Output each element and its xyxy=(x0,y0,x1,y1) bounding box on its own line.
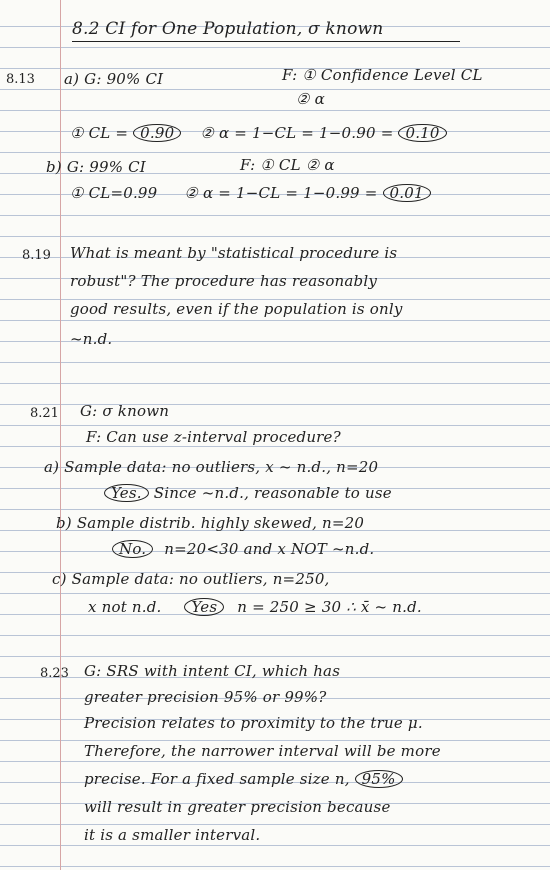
p821-c-line-1: c) Sample data: no outliers, n=250, xyxy=(52,570,330,588)
margin-line xyxy=(60,0,61,870)
p821-c-data: x not n.d. xyxy=(88,598,162,616)
p821-c-reason: n = 250 ≥ 30 ∴ x̄ ~ n.d. xyxy=(237,598,422,616)
problem-number-8-13: 8.13 xyxy=(6,72,35,87)
p821-a-line-2 xyxy=(104,484,392,502)
p813-b-given: b) G: 99% CI xyxy=(46,158,146,176)
p813-a-alpha-answer: 0.10 xyxy=(398,124,446,142)
p813-b-find: F: ① CL ② α xyxy=(240,156,335,174)
p819-line-1: What is meant by "statistical procedure is xyxy=(70,244,398,262)
p813-b-work xyxy=(70,184,431,202)
p813-a-work xyxy=(70,124,447,142)
p813-a-given: a) G: 90% CI xyxy=(64,70,164,88)
p821-b-reason: n=20<30 and x NOT ~n.d. xyxy=(164,540,375,558)
p823-line-4: Therefore, the narrower interval will be more xyxy=(84,742,441,760)
p821-c-line-2 xyxy=(88,598,422,616)
p819-line-3: good results, even if the population is only xyxy=(70,300,403,318)
title-underline xyxy=(72,41,460,42)
p823-line-6: will result in greater precision because xyxy=(84,798,391,816)
page-title: 8.2 CI for One Population, σ known xyxy=(72,19,384,39)
p823-answer: 95% xyxy=(355,770,403,788)
p813-a-find-alpha: ② α xyxy=(296,90,325,108)
p813-a-cl-label: ① CL = xyxy=(70,124,134,142)
p823-line-7: it is a smaller interval. xyxy=(84,826,261,844)
p821-b-answer: No. xyxy=(112,540,153,558)
p823-line-1: G: SRS with intent CI, which has xyxy=(84,662,341,680)
p813-a-find: F: ① Confidence Level CL xyxy=(282,66,483,84)
p821-b-line-2 xyxy=(112,540,374,558)
p823-line-5 xyxy=(84,770,403,788)
p813-a-cl-answer: 0.90 xyxy=(133,124,181,142)
p823-line-5-text: precise. For a fixed sample size n, xyxy=(84,770,350,788)
problem-number-8-23: 8.23 xyxy=(40,666,69,681)
problem-number-8-21: 8.21 xyxy=(30,406,59,421)
p821-given: G: σ known xyxy=(80,402,170,420)
p823-line-2: greater precision 95% or 99%? xyxy=(84,688,327,706)
p819-line-4: ~n.d. xyxy=(70,330,113,348)
p819-line-2: robust"? The procedure has reasonably xyxy=(70,272,378,290)
p823-line-3: Precision relates to proximity to the true μ. xyxy=(84,714,423,732)
p821-c-answer: Yes xyxy=(184,598,224,616)
p821-a-reason: Since ~n.d., reasonable to use xyxy=(153,484,392,502)
problem-number-8-19: 8.19 xyxy=(22,248,51,263)
p813-b-alpha-work: ② α = 1−CL = 1−0.99 = xyxy=(184,184,378,202)
p813-a-alpha-work: ② α = 1−CL = 1−0.90 = xyxy=(200,124,394,142)
p813-b-alpha-answer: 0.01 xyxy=(383,184,431,202)
p821-a-line-1: a) Sample data: no outliers, x ~ n.d., n=20 xyxy=(44,458,379,476)
p821-find: F: Can use z-interval procedure? xyxy=(86,428,341,446)
p821-a-answer: Yes. xyxy=(104,484,149,502)
p821-b-line-1: b) Sample distrib. highly skewed, n=20 xyxy=(56,514,365,532)
p813-b-cl: ① CL=0.99 xyxy=(70,184,158,202)
